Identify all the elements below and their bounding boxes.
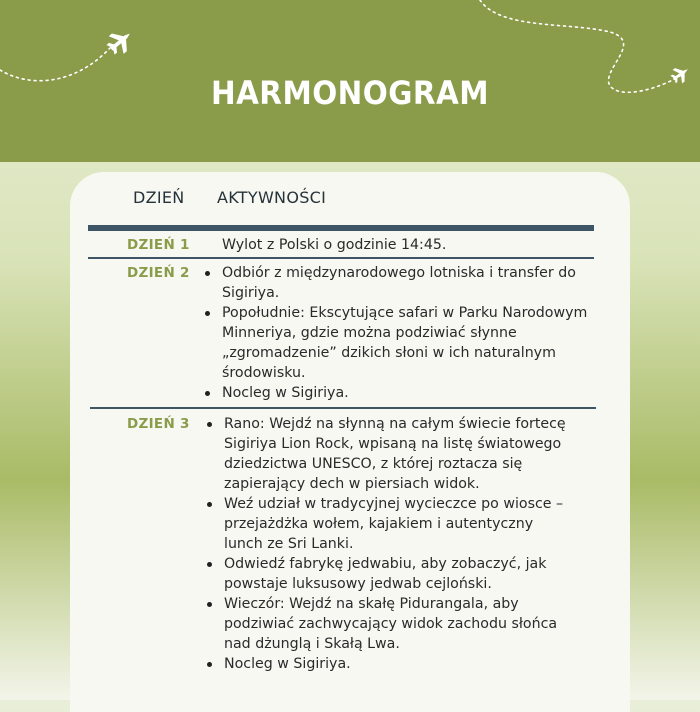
list-item: Nocleg w Sigiriya. [207, 654, 569, 674]
day-label: DZIEŃ 2 [127, 265, 190, 281]
column-header-day: DZIEŃ [133, 188, 185, 207]
header-divider [88, 225, 594, 231]
row-divider [88, 257, 594, 259]
column-header-activities: AKTYWNOŚCI [217, 188, 327, 207]
list-item: Nocleg w Sigiriya. [205, 383, 597, 403]
list-item: Popołudnie: Ekscytujące safari w Parku Narodowym Minneriya, gdzie można podziwiać słynne „zgromadzenie” dzikich słoni w ich naturalnym środowisku. [205, 303, 597, 383]
day-2-activity-list [205, 263, 597, 403]
day-1-activity: Wylot z Polski o godzinie 14:45. [222, 237, 447, 253]
page-title: HARMONOGRAM [210, 74, 490, 112]
day-label: DZIEŃ 1 [127, 237, 190, 253]
day-label: DZIEŃ 3 [127, 416, 190, 432]
list-item: Weź udział w tradycyjnej wycieczce po wiosce – przejażdżka wołem, kajakiem i autentyczny lunch ze Sri Lanki. [207, 494, 569, 554]
list-item: Odbiór z międzynarodowego lotniska i transfer do Sigiriya. [205, 263, 597, 303]
list-item: Wieczór: Wejdź na skałę Pidurangala, aby podziwiać zachwycający widok zachodu słońca nad dżunglą i Skałą Lwa. [207, 594, 569, 654]
day-3-activity-list [207, 414, 569, 674]
airplane-icon [103, 25, 137, 59]
list-item: Rano: Wejdź na słynną na całym świecie fortecę Sigiriya Lion Rock, wpisaną na listę światowego dziedzictwa UNESCO, z której roztacza się zapierający dech w piersiach widok. [207, 414, 569, 494]
row-divider [90, 407, 596, 409]
list-item: Odwiedź fabrykę jedwabiu, aby zobaczyć, jak powstaje luksusowy jedwab cejloński. [207, 554, 569, 594]
